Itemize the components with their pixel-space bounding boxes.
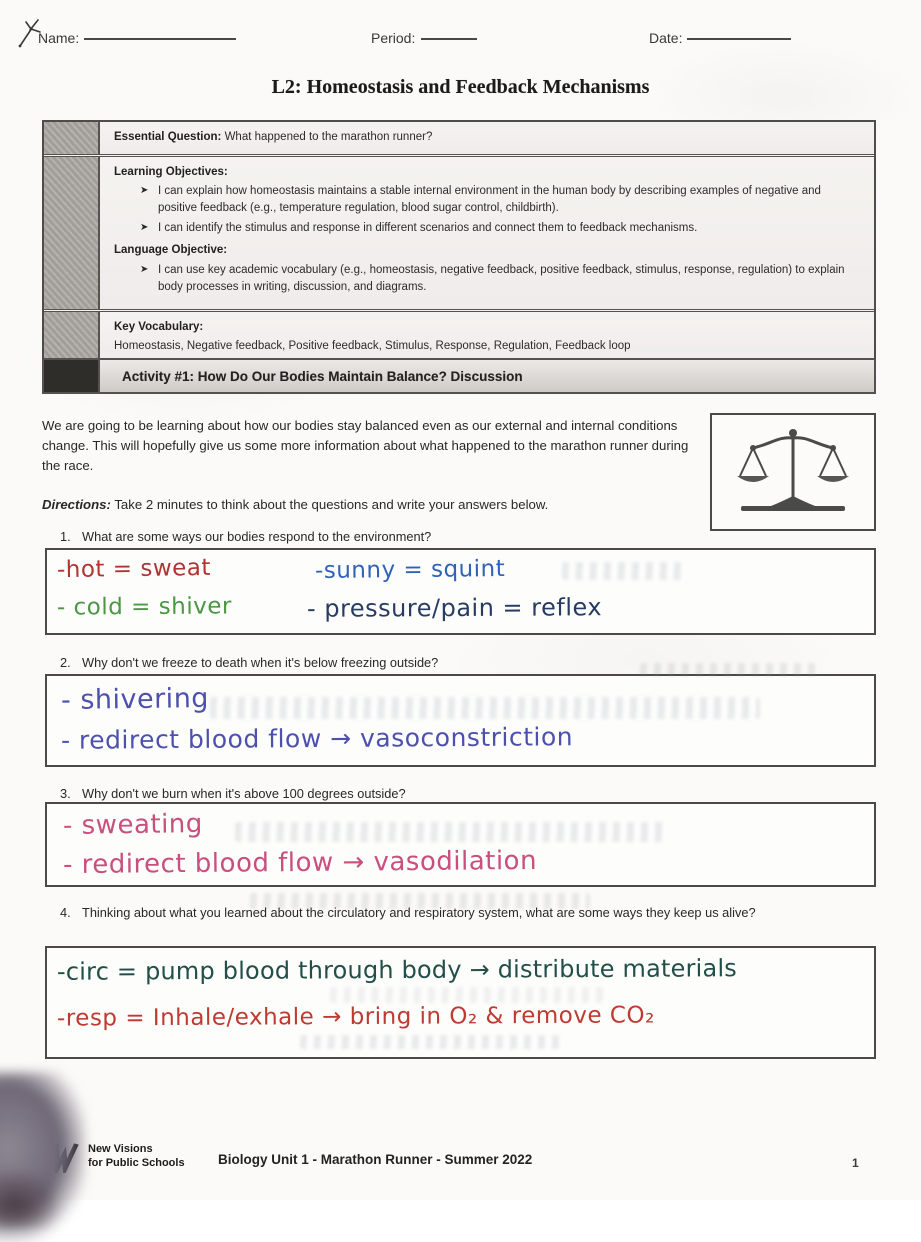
table-gutter-cell [44,122,100,154]
bleed-through-mark [640,663,820,676]
name-blank-line [84,26,236,40]
period-field-label: Period: [371,30,416,46]
question-text: What are some ways our bodies respond to the environment? [82,529,432,544]
date-field-label: Date: [649,30,683,46]
key-vocabulary-text: Homeostasis, Negative feedback, Positive feedback, Stimulus, Response, Regulation, Feedback loop [114,340,631,353]
key-vocabulary-cell [100,312,874,362]
question-text: Why don't we freeze to death when it's below freezing outside? [82,655,439,670]
footer-logo-text [88,1143,185,1171]
question-number: 3. [60,786,71,801]
objectives-table [42,120,876,365]
question-text: Thinking about what you learned about the circulatory and respiratory system, what are some ways they keep us alive? [82,905,756,920]
intro-paragraph: We are going to be learning about how our bodies stay balanced even as our external and internal conditions change. This will hopefully give us some more information about what happened to the marathon runner during the race. [42,418,689,473]
question-number: 4. [60,905,71,920]
footer-logo-line1: New Visions [88,1143,153,1155]
list-item [114,219,862,239]
question-1-answer-box [45,548,876,635]
arrow-bullet-icon: ➤ [140,221,149,233]
handwritten-answer: -resp = Inhale/exhale → bring in O₂ & remove CO₂ [56,1002,655,1032]
name-field-label: Name: [38,30,80,46]
question-number: 2. [60,655,71,670]
bleed-through-mark [330,987,610,1003]
key-vocabulary-label: Key Vocabulary: [114,321,204,334]
handwritten-answer: - pressure/pain = reflex [306,593,603,623]
bleed-through-mark [210,697,760,719]
key-vocabulary-row [44,309,874,362]
handwritten-answer: - redirect blood flow → vasoconstriction [60,722,574,755]
objective-text: I can explain how homeostasis maintains a stable internal environment in the human body by describing examples of negative and positive feedback (e.g., temperature regulation, blood sugar control, childbirth). [158,185,821,215]
page-number: 1 [852,1156,859,1170]
question-3-label [58,786,858,801]
balance-scale-icon [727,424,859,520]
balance-scale-image-frame [710,413,876,531]
question-1-label [58,529,858,544]
handwritten-answer: - shivering [60,682,210,717]
date-blank-line [687,26,791,40]
essential-question-label: Essential Question: [114,131,222,143]
objective-text: I can use key academic vocabulary (e.g., homeostasis, negative feedback, positive feedback, stimulus, response, regulation) to explain body processes in writing, discussion, and diagrams. [158,264,845,293]
activity-header-band [42,358,876,394]
objectives-row [44,154,874,310]
directions-label: Directions: [42,497,111,512]
language-objective-list [114,261,862,297]
handwritten-answer: -sunny = squint [314,556,506,584]
footer-document-title: Biology Unit 1 - Marathon Runner - Summer 2022 [218,1152,533,1167]
period-blank-line [421,26,477,40]
table-gutter-cell [44,157,100,310]
table-gutter-cell [44,312,100,362]
list-item [114,182,862,218]
footer-logo-line2: for Public Schools [88,1156,185,1169]
handwritten-answer: - cold = shiver [56,593,232,621]
question-text: Why don't we burn when it's above 100 degrees outside? [82,786,406,801]
learning-objectives-list [114,182,862,238]
handwritten-answer: -hot = sweat [56,554,212,584]
essential-question-row [44,122,874,154]
objective-text: I can identify the stimulus and response in different scenarios and connect them to feedback mechanisms. [158,221,698,234]
worksheet-title: L2: Homeostasis and Feedback Mechanisms [271,76,650,98]
activity-title: Activity #1: How Do Our Bodies Maintain Balance? Discussion [100,360,874,392]
bleed-through-mark [300,1035,560,1049]
directions-text: Take 2 minutes to think about the questions and write your answers below. [114,497,549,512]
language-objective-label: Language Objective: [114,244,228,257]
list-item [114,261,862,297]
handwritten-answer: -circ = pump blood through body → distribute materials [56,954,738,986]
question-2-answer-box [45,674,876,767]
arrow-bullet-icon: ➤ [140,185,149,197]
handwritten-answer: - sweating [62,809,203,841]
question-3-answer-box [45,802,876,887]
bleed-through-mark [562,562,682,580]
objectives-cell [100,157,874,310]
arrow-bullet-icon: ➤ [140,264,149,276]
essential-question-cell [100,122,874,154]
question-4-label [58,905,860,920]
handwritten-answer: - redirect blood flow → vasodilation [62,845,538,881]
activity-gutter-cell [44,360,100,392]
essential-question-text: What happened to the marathon runner? [224,131,433,143]
question-number: 1. [60,529,71,544]
scan-thumb-shadow-dark [0,1168,62,1228]
bleed-through-mark [235,822,665,842]
learning-objectives-label: Learning Objectives: [114,165,228,178]
directions-line [42,497,700,512]
